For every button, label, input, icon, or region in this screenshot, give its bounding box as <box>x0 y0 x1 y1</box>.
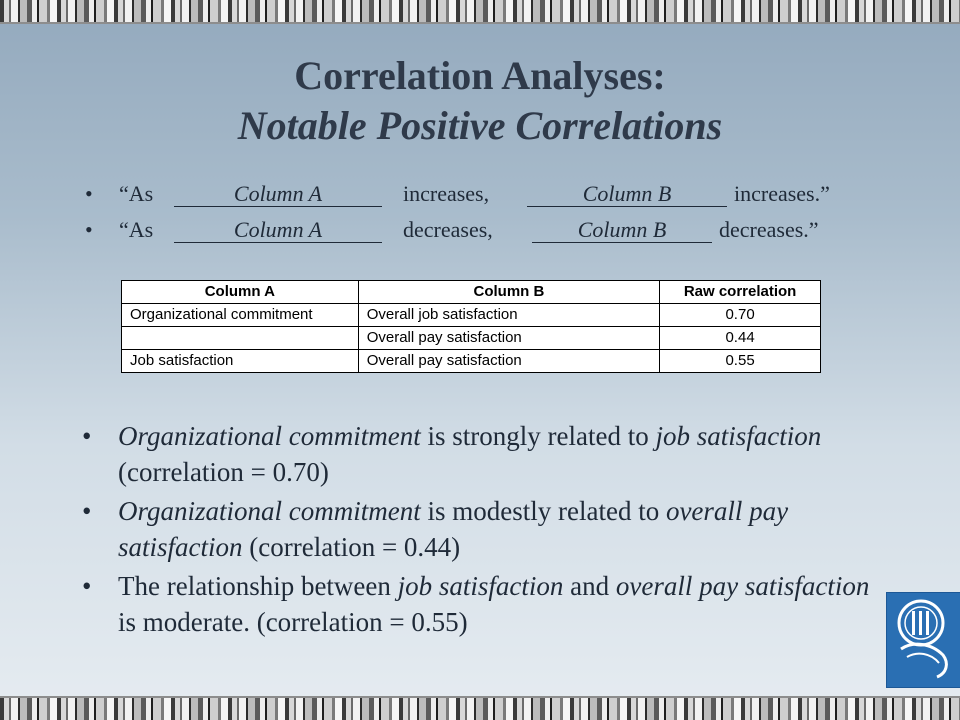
column-header: Column A <box>122 281 359 304</box>
finding-object: job satisfaction <box>655 421 822 451</box>
template-close: increases.” <box>734 181 830 206</box>
finding-item <box>80 493 880 565</box>
table-cell: 0.44 <box>660 327 821 350</box>
finding-subject: Organizational commitment <box>118 496 421 526</box>
bullet-dot: • <box>85 181 93 206</box>
finding-term: overall pay satisfaction <box>615 571 870 601</box>
finding-text: The relationship between <box>118 571 398 601</box>
table-row <box>122 304 821 327</box>
finding-object: overall pay satisfaction <box>118 496 789 562</box>
template-close: decreases.” <box>719 217 819 242</box>
logo-mark <box>887 593 960 687</box>
table-row <box>122 350 821 373</box>
top-decorative-stripe <box>0 0 960 24</box>
table-cell: 0.70 <box>660 304 821 327</box>
table-cell: Overall pay satisfaction <box>358 327 659 350</box>
bullet-dot: • <box>85 217 93 242</box>
blank-column-a: Column A <box>174 218 382 243</box>
table-cell <box>122 327 359 350</box>
table-cell: Overall job satisfaction <box>358 304 659 327</box>
template-verb: decreases, <box>403 217 493 242</box>
finding-text: is moderate. (correlation = 0.55) <box>118 607 468 637</box>
table-cell: Overall pay satisfaction <box>358 350 659 373</box>
bullet-dot: • <box>82 421 92 451</box>
finding-term: job satisfaction <box>397 571 564 601</box>
finding-text: (correlation = 0.70) <box>118 457 329 487</box>
institution-monogram-logo-icon <box>886 592 960 688</box>
finding-text: (correlation = 0.44) <box>242 532 461 562</box>
finding-text: is strongly related to <box>420 421 656 451</box>
slide-title: Correlation Analyses: <box>294 53 666 98</box>
blank-column-b: Column B <box>527 182 727 207</box>
finding-item <box>80 568 880 640</box>
table-cell: Job satisfaction <box>122 350 359 373</box>
blank-column-a: Column A <box>174 182 382 207</box>
bullet-dot: • <box>82 496 92 526</box>
template-open: “As <box>119 217 154 242</box>
table-row <box>122 327 821 350</box>
findings-list <box>80 418 880 643</box>
finding-subject: Organizational commitment <box>118 421 421 451</box>
blank-column-b: Column B <box>532 218 712 243</box>
finding-text: and <box>563 571 616 601</box>
bottom-decorative-stripe <box>0 696 960 720</box>
template-open: “As <box>119 181 154 206</box>
table-header-row <box>122 281 821 304</box>
table-cell: Organizational commitment <box>122 304 359 327</box>
template-verb: increases, <box>403 181 490 206</box>
column-header: Column B <box>358 281 659 304</box>
slide-subtitle: Notable Positive Correlations <box>237 103 723 148</box>
correlation-table <box>121 280 821 373</box>
finding-text: is modestly related to <box>420 496 666 526</box>
table-cell: 0.55 <box>660 350 821 373</box>
finding-item <box>80 418 880 490</box>
column-header: Raw correlation <box>660 281 821 304</box>
bullet-dot: • <box>82 571 92 601</box>
